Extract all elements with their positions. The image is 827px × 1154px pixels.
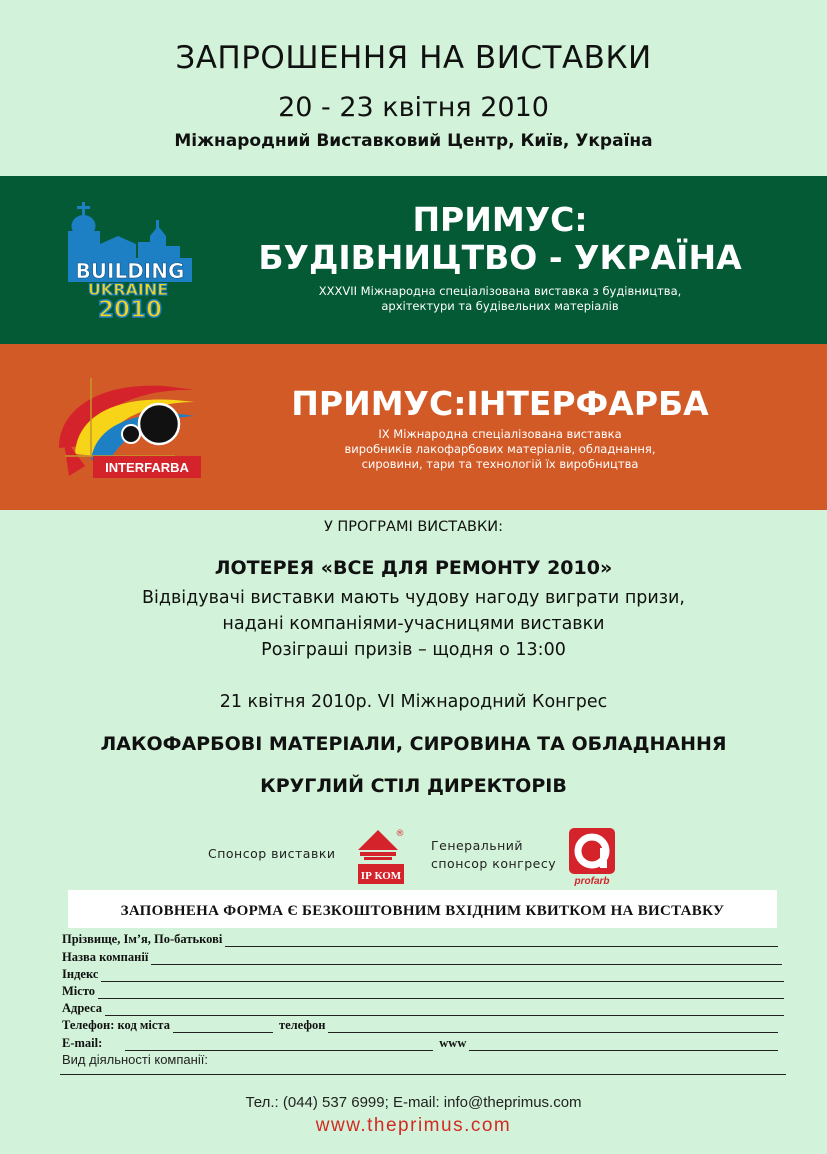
index-field[interactable]: [101, 970, 784, 982]
building-logo-word2: UKRAINE: [87, 280, 169, 299]
program-heading: У ПРОГРАМІ ВИСТАВКИ:: [323, 519, 504, 535]
activity-label: Вид діяльності компанії:: [62, 1052, 208, 1067]
form-row-city: [62, 984, 784, 999]
form-row-index: [62, 967, 784, 982]
lottery-text-line1: Відвідувачі виставки мають чудову нагоду виграти призи,: [141, 588, 685, 608]
website-link[interactable]: www.theprimus.com: [315, 1115, 512, 1136]
exhibition-subtitle-interfarba: IX Міжнародна спеціалізована виставка виробників лакофарбових матеріалів, обладнання, сировини, тари та технологій їх виробництва: [344, 427, 656, 471]
name-field[interactable]: [225, 935, 778, 947]
registered-icon: ®: [395, 829, 405, 839]
congress-date: 21 квітня 2010р. VI Міжнародний Конгрес: [219, 692, 608, 712]
event-dates: 20 - 23 квітня 2010: [278, 92, 549, 123]
form-row-company: [62, 950, 782, 965]
email-label: E-mail:: [62, 1036, 103, 1050]
interfarba-logo-word: INTERFARBA: [105, 460, 189, 475]
form-row-name: [62, 932, 778, 947]
city-field[interactable]: [98, 987, 784, 999]
page-title: ЗАПРОШЕННЯ НА ВИСТАВКИ: [175, 40, 652, 76]
irkom-logo-text: ІР КОМ: [360, 870, 402, 882]
contacts: Тел.: (044) 537 6999; E-mail: info@theprimus.com: [245, 1094, 582, 1111]
exhibition-title-building: БУДІВНИЦТВО - УКРАЇНА: [258, 238, 742, 277]
exhibition-title-interfarba: ПРИМУС:ІНТЕРФАРБА: [291, 384, 709, 423]
lottery-text-line2: надані компаніями-учасницями виставки: [222, 614, 605, 634]
exhibition-title-primus: ПРИМУС:: [412, 200, 588, 239]
www-label: www: [439, 1036, 467, 1050]
profarb-logo: [567, 826, 617, 888]
form-row-address: [62, 1001, 784, 1016]
profarb-logo-text: profarb: [574, 876, 610, 887]
building-logo-year: 2010: [97, 297, 163, 321]
interfarba-logo: [55, 376, 205, 481]
address-label: Адреса: [62, 1001, 102, 1015]
phone-field[interactable]: [328, 1021, 778, 1033]
exhibition-subtitle-building: XXXVII Міжнародна спеціалізована виставка з будівництва, архітектури та будівельних матеріалів: [318, 284, 682, 313]
event-venue: Міжнародний Виставковий Центр, Київ, Україна: [174, 131, 653, 151]
company-label: Назва компанії: [62, 950, 149, 964]
phone-label: телефон: [278, 1018, 326, 1032]
round-table: КРУГЛИЙ СТІЛ ДИРЕКТОРІВ: [260, 775, 567, 797]
lottery-text-line3: Розіграші призів – щодня о 13:00: [261, 640, 566, 660]
name-label: Прізвище, Ім’я, По-батькові: [62, 932, 223, 946]
city-label: Місто: [62, 984, 96, 998]
company-field[interactable]: [151, 953, 782, 965]
congress-sponsor-label: Генеральний спонсор конгресу: [431, 838, 557, 871]
exhibition-sponsor-label: Спонсор виставки: [208, 846, 336, 861]
activity-field[interactable]: [60, 1074, 786, 1075]
irkom-logo: [356, 826, 408, 886]
building-logo-word1: BUILDING: [75, 259, 185, 283]
www-field[interactable]: [469, 1039, 778, 1051]
email-field[interactable]: [125, 1039, 433, 1051]
phone-code-field[interactable]: [173, 1021, 273, 1033]
building-ukraine-logo: [58, 196, 198, 321]
lottery-title: ЛОТЕРЕЯ «ВСЕ ДЛЯ РЕМОНТУ 2010»: [214, 557, 613, 579]
form-row-email: [62, 1036, 778, 1051]
address-field[interactable]: [105, 1004, 784, 1016]
ticket-notice: ЗАПОВНЕНА ФОРМА Є БЕЗКОШТОВНИМ ВХІДНИМ КВИТКОМ НА ВИСТАВКУ: [120, 903, 725, 919]
congress-topic: ЛАКОФАРБОВІ МАТЕРІАЛИ, СИРОВИНА ТА ОБЛАДНАННЯ: [100, 733, 727, 755]
form-row-phone: [62, 1018, 778, 1033]
index-label: Індекс: [62, 967, 99, 981]
phone-code-label: Телефон: код міста: [62, 1018, 170, 1032]
